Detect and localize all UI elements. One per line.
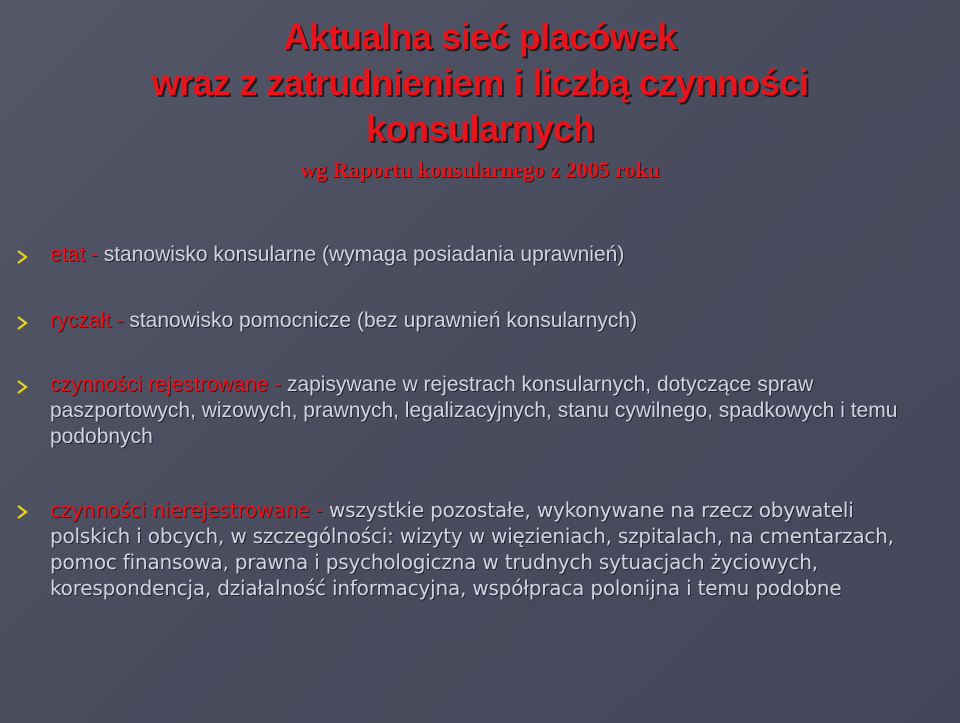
bullet-etat <box>14 242 939 268</box>
page-title <box>20 14 940 152</box>
arrow-bullet-icon <box>14 504 30 520</box>
title-line-1: Aktualna sieć placówek <box>283 16 677 57</box>
bullet-czynnosci-rejestrowane <box>14 372 939 450</box>
arrow-bullet-icon <box>14 379 30 395</box>
bullet-description: zapisywane w rejestrach konsularnych, dotyczące spraw paszportowych, wizowych, prawnych, legalizacyjnych, stanu cywilnego, spadkowych i temu podobnych <box>50 373 898 448</box>
title-line-2: wraz z zatrudnieniem i liczbą czynności <box>151 62 809 103</box>
bullet-ryczalt <box>14 308 939 334</box>
bullet-description: stanowisko konsularne (wymaga posiadania uprawnień) <box>103 243 625 266</box>
bullet-text <box>50 242 939 268</box>
bullet-description: wszystkie pozostałe, wykonywane na rzecz obywateli polskich i obcych, w szczególności: wizyty w więzieniach, szpitalach, na cmentarzach, pomoc finansowa, prawna i psychologiczna w trudnych sytuacjach życiowych, korespondencja, działalność informacyjna, współpraca polonijna i temu podobne <box>50 498 894 600</box>
bullet-key: czynności rejestrowane - <box>50 373 282 396</box>
bullet-description: stanowisko pomocnicze (bez uprawnień konsularnych) <box>129 309 638 332</box>
page-subtitle: wg Raportu konsularnego z 2005 roku <box>300 157 660 182</box>
arrow-bullet-icon <box>14 249 30 265</box>
bullet-key: etat - <box>50 243 98 266</box>
bullet-key: ryczałt - <box>50 309 124 332</box>
bullet-text <box>50 497 939 601</box>
bullet-text <box>50 308 939 334</box>
title-line-3: konsularnych <box>365 108 595 149</box>
arrow-bullet-icon <box>14 315 30 331</box>
bullet-text <box>50 372 939 450</box>
bullet-key: czynności nierejestrowane - <box>50 498 323 522</box>
bullet-czynnosci-nierejestrowane <box>14 497 939 601</box>
